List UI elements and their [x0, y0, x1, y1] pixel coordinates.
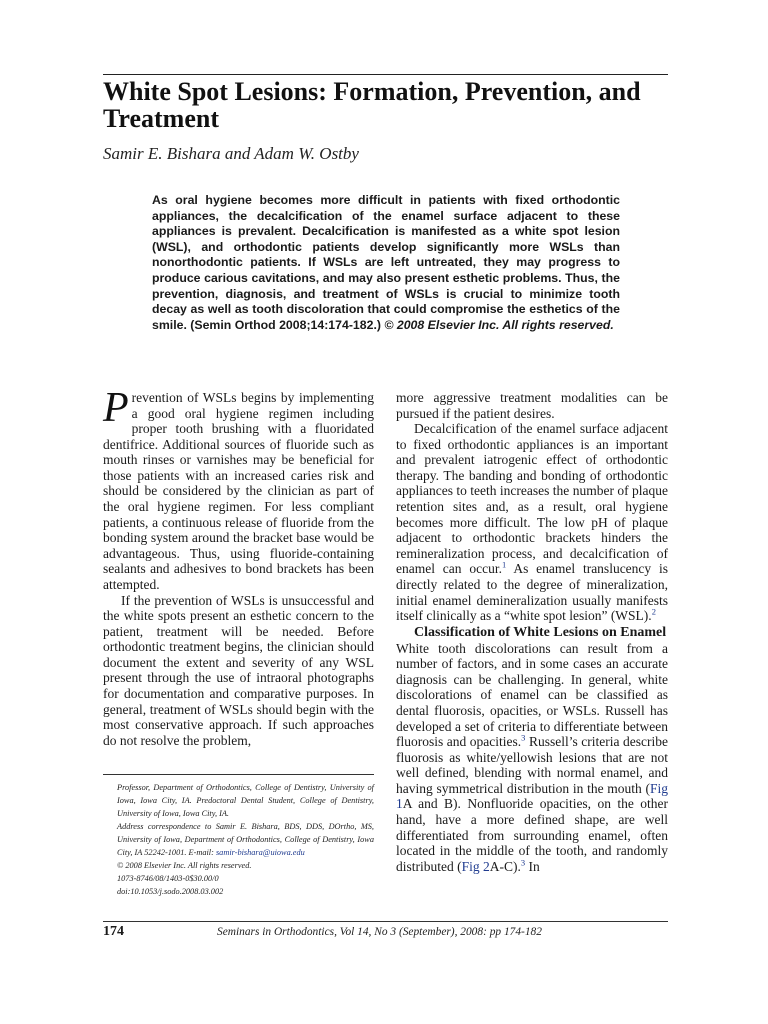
reference-3-link[interactable]: 3: [521, 732, 526, 743]
abstract-copyright: © 2008 Elsevier Inc. All rights reserved.: [384, 317, 614, 332]
decalcification-text: Decalcification of the enamel surface adjacent to fixed orthodontic appliances is an important and prevalent iatrogenic effect of orthodontic therapy. The banding and bonding of orthodontic appliances to teeth increases the number of plaque retention sites and, as a result, oral hygiene becomes more difficult. The low pH of plaque adjacent to orthodontic brackets hinders the remineralization process, and decalcification of enamel can occur.: [396, 421, 668, 577]
classification-paragraph: [396, 641, 668, 875]
classification-text: White tooth discolorations can result from a number of factors, and in some cases an accurate diagnosis can be challenging. In general, white discolorations of enamel can be classified as dental fluorosis, opacities, or WSLs. Russell has developed a set of criteria to differentiate between fluorosis and opacities.: [396, 640, 668, 750]
translucency-text: As enamel translucency is directly related to the degree of mineralization, initial enamel demineralization usually manifests itself clinically as a “white spot lesion” (WSL).: [396, 561, 668, 624]
footnote-correspondence: [117, 820, 374, 859]
email-link[interactable]: samir-bishara@uiowa.edu: [215, 848, 305, 857]
continuation-paragraph: more aggressive treatment modalities can be pursued if the patient desires.: [396, 390, 668, 421]
footnote-doi: doi:10.1053/j.sodo.2008.03.002: [117, 887, 224, 896]
article-title: White Spot Lesions: Formation, Prevention, and Treatment: [103, 77, 641, 133]
correspondence-text: Address correspondence to Samir E. Bishara, BDS, DDS, DOrtho, MS, University of Iowa, Department of Orthodontics, College of Dentistry, Iowa City, IA 52242-1001. E-mail:: [117, 822, 374, 857]
russell-criteria-text: Russell’s criteria describe fluorosis as white/yellowish lesions that are not well defined, blending with normal enamel, and having symmetrical distribution in the mouth (: [396, 734, 668, 796]
figure-1-link[interactable]: Fig 1: [396, 780, 668, 812]
reference-2-link[interactable]: 2: [651, 606, 656, 617]
continued-text: In: [525, 858, 540, 874]
footnote-copyright: © 2008 Elsevier Inc. All rights reserved.: [117, 861, 252, 870]
right-column: [396, 390, 668, 874]
decalcification-paragraph: [396, 421, 668, 624]
opacities-text: A and B). Nonfluoride opacities, on the other hand, have a more defined shape, are well differentiated from surrounding enamel, often located in the middle of the tooth, and randomly distributed (: [396, 796, 668, 874]
drop-cap: P: [103, 385, 129, 431]
footnote-issn: 1073-8746/08/1403-0$30.00/0: [117, 874, 219, 883]
footnote: [117, 781, 374, 898]
abstract: [152, 193, 620, 333]
figure-2-suffix: A-C).: [489, 858, 521, 874]
journal-citation: Seminars in Orthodontics, Vol 14, No 3 (September), 2008: pp 174-182: [217, 926, 542, 938]
footnote-rule: [103, 774, 374, 775]
left-column: [103, 385, 374, 748]
footer-rule: [103, 921, 668, 922]
section-heading: Classification of White Lesions on Enamel: [414, 624, 667, 640]
treatment-paragraph: If the prevention of WSLs is unsuccessful and the white spots present an esthetic concern to the patient, treatment will be needed. Before orthodontic treatment begins, the clinician should document the extent and severity of any WSL present through the use of intraoral photographs for documentation and comparative purposes. In general, treatment of WSLs should begin with the most conservative approach. If such approaches do not resolve the problem,: [103, 592, 374, 748]
intro-paragraph: [103, 385, 374, 593]
reference-1-link[interactable]: 1: [501, 559, 507, 570]
footnote-affiliation: Professor, Department of Orthodontics, College of Dentistry, University of Iowa, Iowa City, IA. Predoctoral Dental Student, College of Dentistry, University of Iowa, Iowa City, IA.: [117, 783, 374, 818]
article-authors: Samir E. Bishara and Adam W. Ostby: [103, 144, 359, 163]
reference-3b-link[interactable]: 3: [520, 857, 526, 868]
page-number: 174: [103, 924, 124, 939]
header-rule: [103, 74, 668, 75]
intro-text: revention of WSLs begins by implementing a good oral hygiene regimen including proper tooth brushing with a fluoridated dentifrice. Additional sources of fluoride such as mouth rinses or varnishes may be beneficial for those patients with an increased caries risk and should be considered by the clinician as part of the oral hygiene regimen. For less compliant patients, a continuous release of fluoride from the bonding system around the bracket base would be advantageous. Thus, using fluoride-containing sealants and adhesives to bond brackets has been attempted.: [103, 390, 374, 592]
figure-2-link[interactable]: Fig 2: [461, 858, 490, 874]
abstract-text: As oral hygiene becomes more difficult in patients with fixed orthodontic appliances, the decalcification of the enamel surface adjacent to these appliances is prevalent. Decalcification is manifested as a white spot lesion (WSL), and orthodontic patients develop significantly more WSLs than nonorthodontic patients. If WSLs are left untreated, they may progress to produce carious cavitations, and may also present esthetic problems. Thus, the prevention, diagnosis, and treatment of WSLs is crucial to minimize tooth decay as well as tooth discoloration that could compromise the esthetics of the smile. (Semin Orthod 2008;14:174-182.): [152, 193, 620, 332]
